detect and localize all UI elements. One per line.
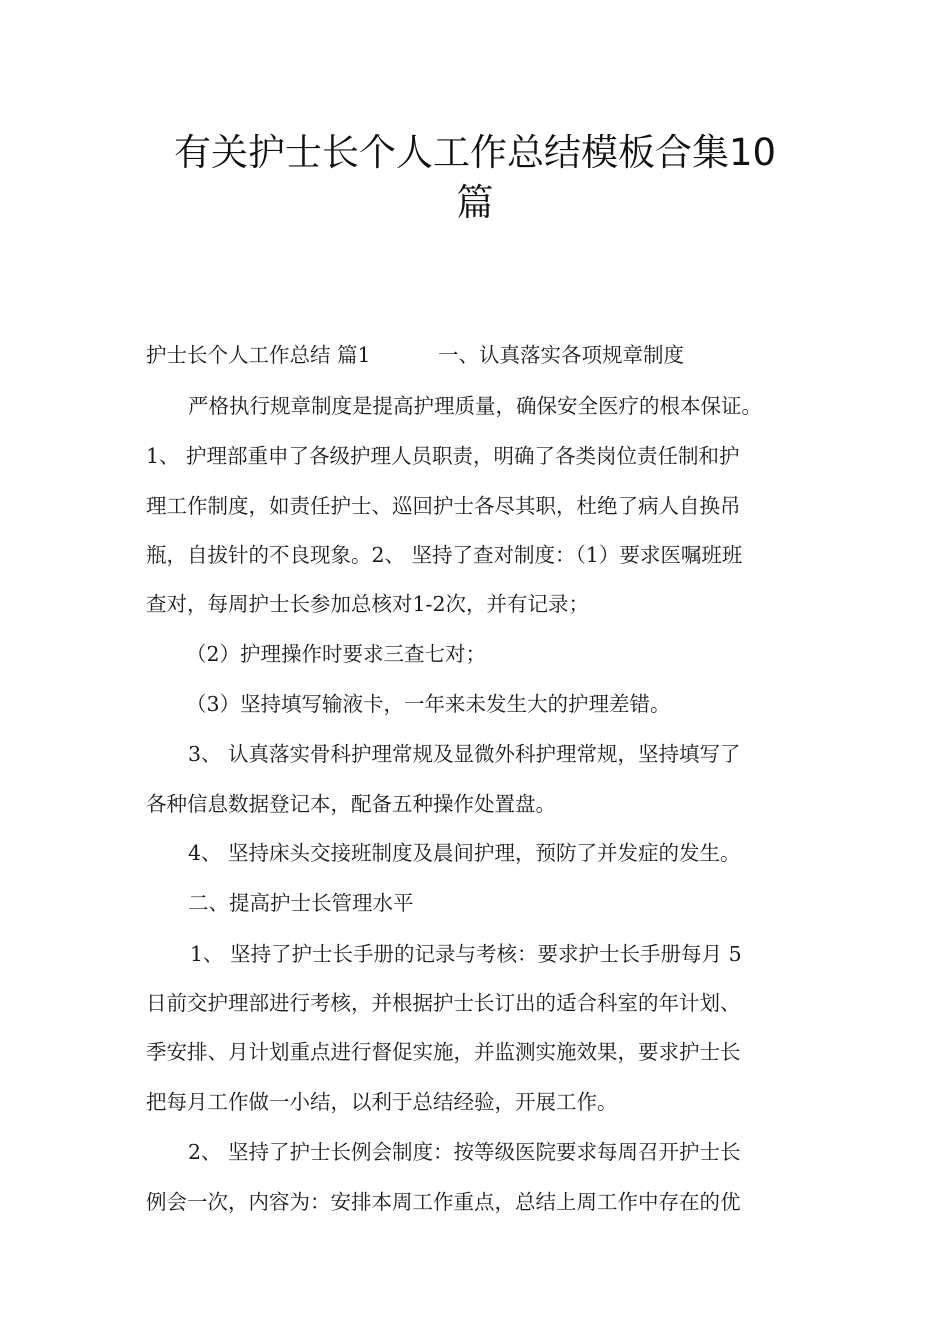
paragraph-line: 3、 认真落实骨科护理常规及显微外科护理常规，坚持填写了 xyxy=(188,742,741,766)
section-heading-line xyxy=(146,338,684,368)
paragraph-line: 1、 坚持了护士长手册的记录与考核：要求护士长手册每月 5 xyxy=(190,942,742,966)
paragraph-line: 2、 坚持了护士长例会制度：按等级医院要求每周召开护士长 xyxy=(188,1140,741,1164)
paragraph-line: 例会一次，内容为：安排本周工作重点，总结上周工作中存在的优 xyxy=(146,1190,741,1214)
paragraph-line: 把每月工作做一小结，以利于总结经验，开展工作。 xyxy=(146,1090,618,1114)
paragraph-line: （2）护理操作时要求三查七对； xyxy=(186,642,487,666)
title-line-2: 篇 xyxy=(456,181,494,224)
paragraph-line: （3）坚持填写输液卡，一年来未发生大的护理差错。 xyxy=(186,692,671,716)
paragraph-line: 理工作制度，如责任护士、巡回护士各尽其职，杜绝了病人自换吊 xyxy=(146,494,741,518)
document-title xyxy=(120,128,830,228)
paragraph-line: 日前交护理部进行考核，并根据护士长订出的适合科室的年计划、 xyxy=(146,991,741,1015)
section-heading: 二、提高护士长管理水平 xyxy=(188,891,414,915)
section-heading: 一、认真落实各项规章制度 xyxy=(438,343,684,367)
paragraph-line: 瓶，自拔针的不良现象。2、 坚持了查对制度：（1）要求医嘱班班 xyxy=(146,543,743,567)
paragraph-line: 季安排、月计划重点进行督促实施，并监测实施效果，要求护士长 xyxy=(146,1040,741,1064)
title-line-1: 有关护士长个人工作总结模板合集10 xyxy=(173,131,777,174)
paragraph-line: 各种信息数据登记本，配备五种操作处置盘。 xyxy=(146,792,556,816)
paragraph-line: 4、 坚持床头交接班制度及晨间护理，预防了并发症的发生。 xyxy=(188,841,741,865)
paragraph-line: 1、 护理部重申了各级护理人员职责，明确了各类岗位责任制和护 xyxy=(146,444,740,468)
paragraph-line: 查对，每周护士长参加总核对1-2次，并有记录； xyxy=(146,592,590,616)
paragraph-line: 严格执行规章制度是提高护理质量，确保安全医疗的根本保证。 xyxy=(188,394,762,418)
article-heading: 护士长个人工作总结 篇1 xyxy=(146,343,371,367)
